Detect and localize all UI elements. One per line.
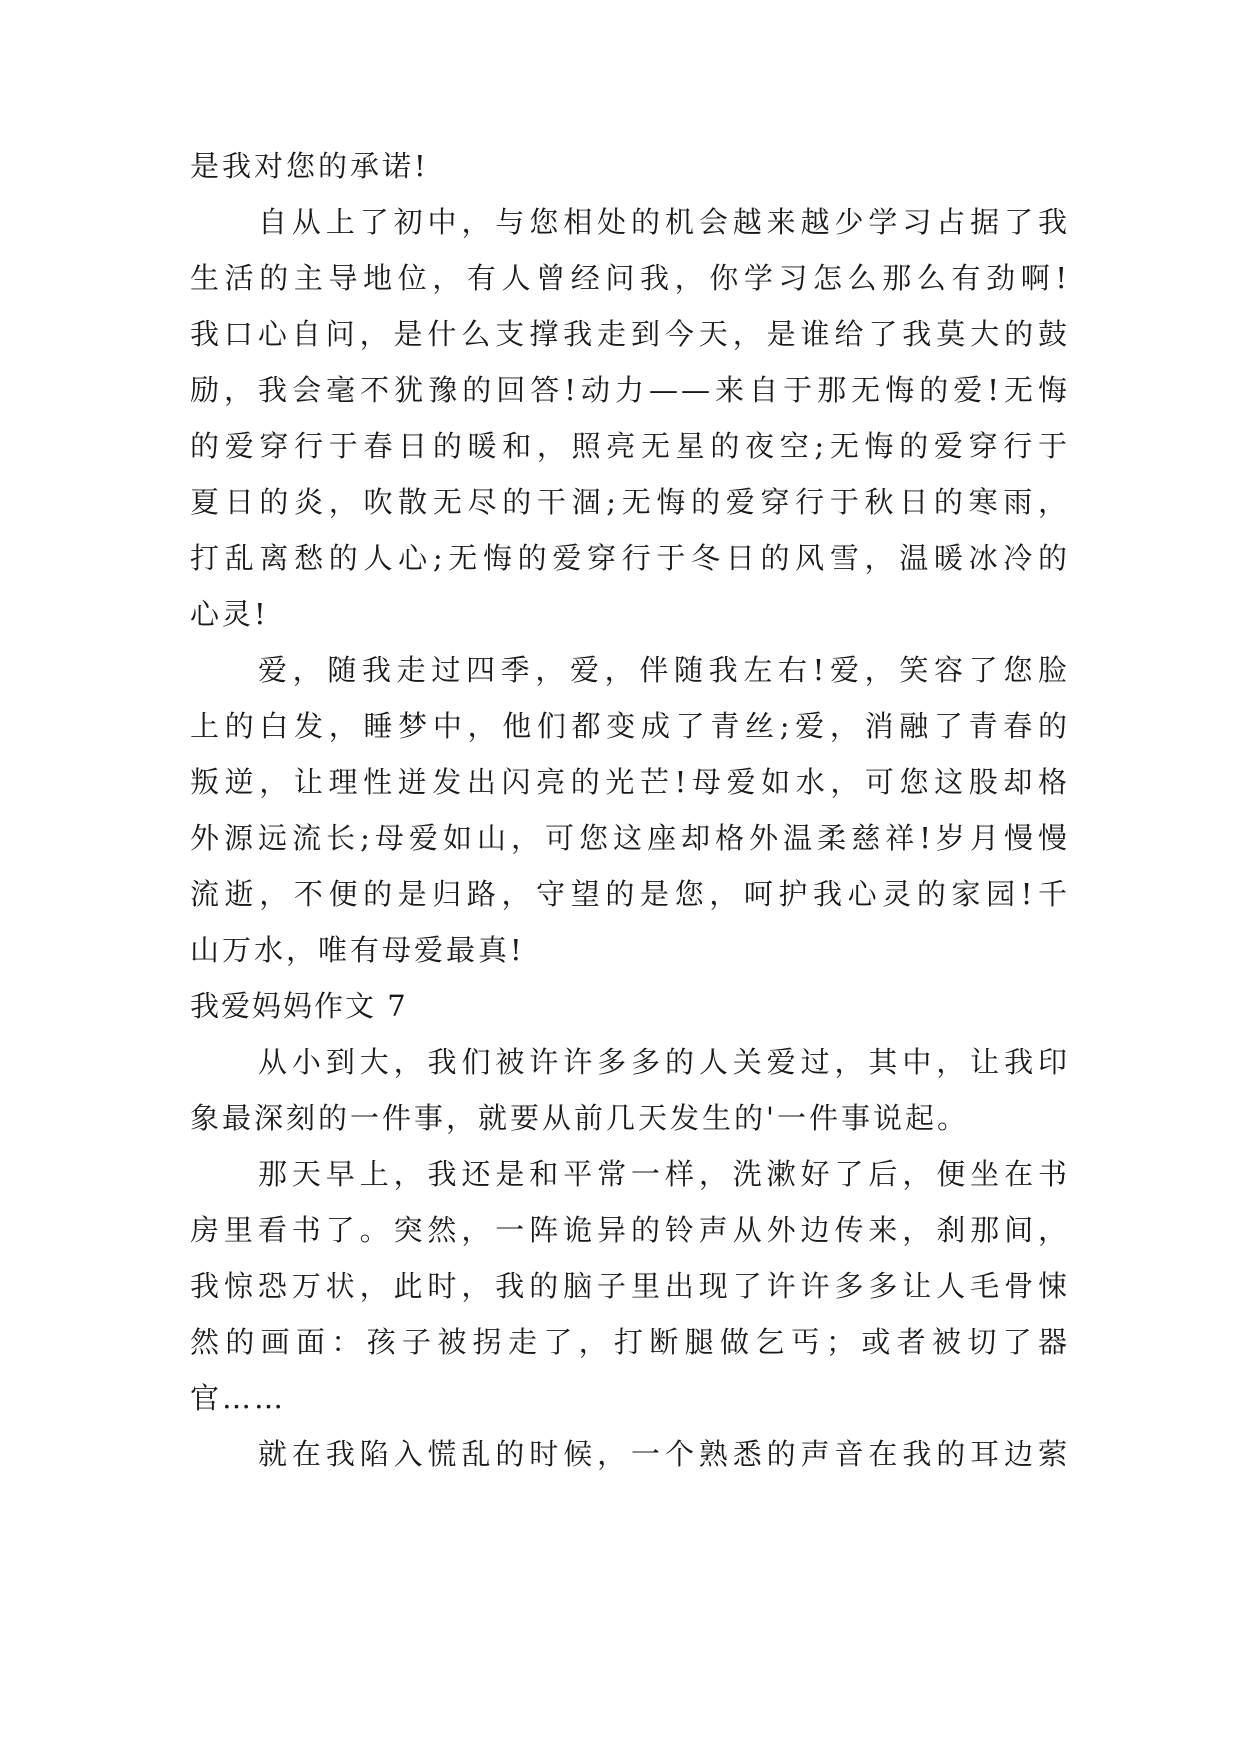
text-line: 的爱穿行于春日的暖和，照亮无星的夜空;无悔的爱穿行于 bbox=[190, 429, 1070, 463]
text-line: 我惊恐万状，此时，我的脑子里出现了许许多多让人毛骨悚 bbox=[190, 1269, 1070, 1303]
text-line: 我口心自问，是什么支撑我走到今天，是谁给了我莫大的鼓 bbox=[190, 317, 1070, 351]
paragraph-first-line: 爱，随我走过四季，爱，伴随我左右!爱，笑容了您脸 bbox=[258, 653, 1070, 687]
text-line: 生活的主导地位，有人曾经问我，你学习怎么那么有劲啊! bbox=[190, 261, 1070, 295]
paragraph-first-line: 自从上了初中，与您相处的机会越来越少学习占据了我 bbox=[258, 205, 1070, 239]
paragraph-first-line: 就在我陷入慌乱的时候，一个熟悉的声音在我的耳边萦 bbox=[258, 1437, 1070, 1471]
text-line: 象最深刻的一件事，就要从前几天发生的'一件事说起。 bbox=[190, 1101, 969, 1135]
text-line: 山万水，唯有母爱最真! bbox=[190, 933, 525, 967]
paragraph-first-line: 那天早上，我还是和平常一样，洗漱好了后，便坐在书 bbox=[258, 1157, 1070, 1191]
paragraph-first-line: 从小到大，我们被许许多多的人关爱过，其中，让我印 bbox=[258, 1045, 1070, 1079]
text-line: 然的画面：孩子被拐走了，打断腿做乞丐；或者被切了器 bbox=[190, 1325, 1070, 1359]
text-line: 叛逆，让理性迸发出闪亮的光芒!母爱如水，可您这股却格 bbox=[190, 765, 1070, 799]
text-line: 流逝，不便的是归路，守望的是您，呵护我心灵的家园!千 bbox=[190, 877, 1070, 911]
text-line: 是我对您的承诺! bbox=[190, 149, 429, 183]
text-line: 夏日的炎，吹散无尽的干涸;无悔的爱穿行于秋日的寒雨， bbox=[190, 485, 1070, 519]
text-line: 打乱离愁的人心;无悔的爱穿行于冬日的风雪，温暖冰冷的 bbox=[190, 541, 1070, 575]
text-line: 心灵! bbox=[190, 597, 269, 631]
text-line: 房里看书了。突然，一阵诡异的铃声从外边传来，刹那间， bbox=[190, 1213, 1070, 1247]
section-heading: 我爱妈妈作文 7 bbox=[190, 989, 408, 1023]
text-line: 外源远流长;母爱如山，可您这座却格外温柔慈祥!岁月慢慢 bbox=[190, 821, 1070, 855]
text-line: 上的白发，睡梦中，他们都变成了青丝;爱，消融了青春的 bbox=[190, 709, 1070, 743]
text-line: 官…… bbox=[190, 1381, 287, 1415]
text-line: 励，我会毫不犹豫的回答!动力——来自于那无悔的爱!无悔 bbox=[190, 373, 1070, 407]
